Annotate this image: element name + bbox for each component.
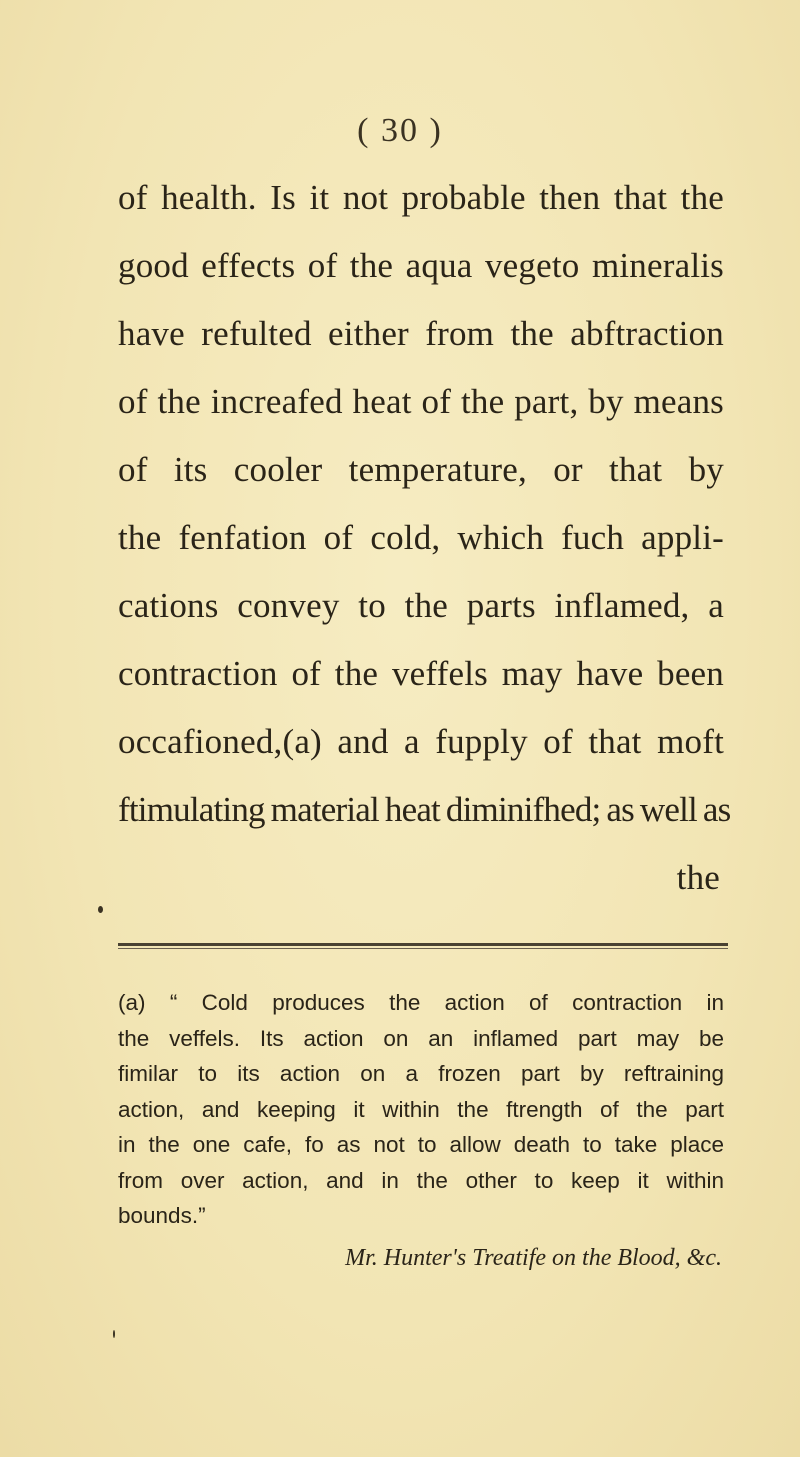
footnote-line: action, and keeping it within the ftrength of the part (118, 1096, 724, 1122)
catchword: the (676, 858, 720, 897)
footnote-line: from over action, and in the other to keep it within (118, 1167, 724, 1193)
footnote-line: bounds.” (118, 1203, 206, 1228)
footnote-line: (a) “ Cold produces the action of contraction in (118, 990, 724, 1015)
footnote-line: fimilar to its action on a frozen part by reftraining (118, 1061, 724, 1086)
text-line: good effects of the aqua vegeto mineralis (118, 246, 724, 285)
footnote-rule (118, 943, 728, 946)
ink-speck (113, 1330, 115, 1338)
text-line: of the increafed heat of the part, by means (118, 382, 724, 421)
footnote-line: in the one cafe, fo as not to allow death to take place (118, 1132, 724, 1157)
ink-speck (98, 906, 103, 913)
page-number: ( 30 ) (357, 112, 443, 149)
text-line: occafioned,(a) and a fupply of that moft (118, 722, 724, 761)
text-line: of health. Is it not probable then that the (118, 178, 724, 217)
footnote-block (118, 988, 724, 1279)
text-line: contraction of the veffels may have been (118, 654, 724, 693)
footnote-source: Mr. Hunter's Treatife on the Blood, &c. (345, 1244, 722, 1271)
main-text (118, 174, 731, 922)
text-line: the fenfation of cold, which fuch appli- (118, 518, 724, 557)
text-line: of its cooler temperature, or that by (118, 450, 724, 489)
footnote-line: the veffels. Its action on an inflamed part may be (118, 1025, 724, 1051)
text-line: have refulted either from the abftraction (118, 314, 724, 353)
text-line: ftimulating material heat diminifhed; as well as (118, 790, 731, 829)
text-line: cations convey to the parts inflamed, a (118, 586, 724, 625)
footnote-rule-thin (118, 948, 728, 949)
